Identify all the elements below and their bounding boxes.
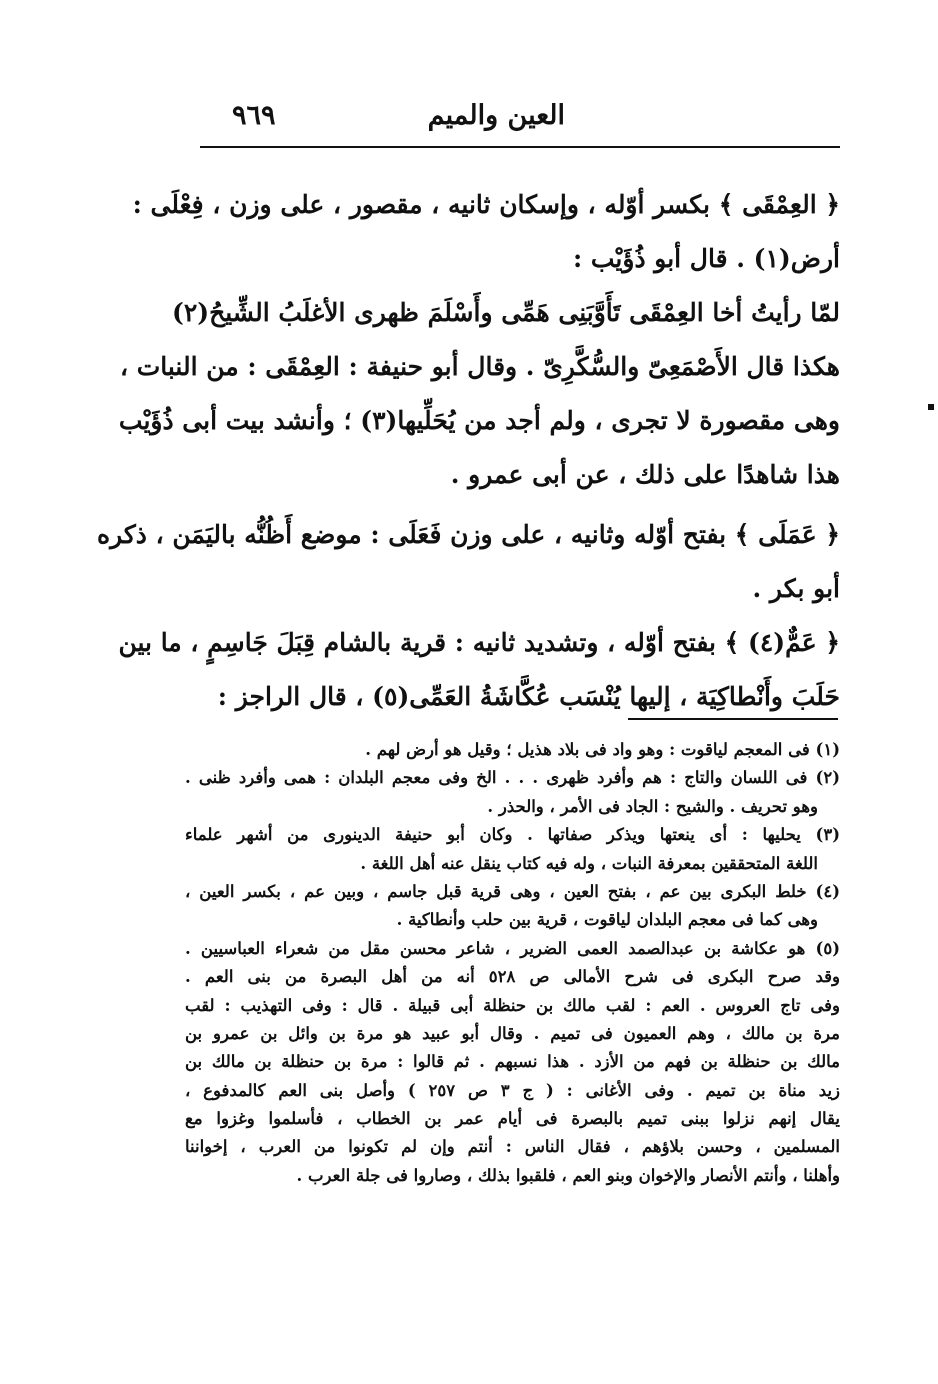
footnote-rule <box>628 718 838 720</box>
entry-line: وهى مقصورة لا تجرى ، ولم أجد من يُحَلِّيها(٣) ؛ وأنشد بيت أبى ذُؤَيْب <box>118 406 840 435</box>
page-header <box>200 96 840 140</box>
footnote-line: (٤) خلط البكرى بين عم ، بفتح العين ، وهى قرية قبل جاسم ، وبين عم ، بكسر العين ، <box>185 881 840 901</box>
main-text <box>96 178 840 724</box>
scan-speck <box>928 404 934 410</box>
footnote-line: وهو تحريف . والشيح : الجاد فى الأمر ، والحذر . <box>487 796 818 816</box>
entry-line: حَلَبَ وأَنْطاكِيَة ، إليها يُنْسَب عُكَّاشَةُ العَمِّى(٥) ، قال الراجز : <box>217 682 840 711</box>
footnote-line: وأهلنا ، وأنتم الأنصار والإخوان وبنو العم ، فلقبوا بذلك ، وصاروا فى جلة العرب . <box>296 1165 840 1185</box>
entry-line: ﴿ عَمَلَى ﴾ بفتح أوّله وثانيه ، على وزن فَعَلَى : موضع أَظُنُّه باليَمَن ، ذكره <box>96 520 840 549</box>
entry-line: هذا شاهدًا على ذلك ، عن أبى عمرو . <box>450 460 840 489</box>
footnote-line: يقال إنهم نزلوا ببنى تميم بالبصرة فى أيام عمر بن الخطاب ، فأسلموا وغزوا مع <box>185 1109 840 1129</box>
entry-line: أبو بكر . <box>752 574 840 603</box>
footnote-line: (٣) يحليها : أى ينعتها ويذكر صفاتها . وكان أبو حنيفة الدينورى من أشهر علماء <box>185 825 840 845</box>
running-title: العين والميم <box>427 100 565 131</box>
footnote-line: مالك بن حنظلة بن فهم من الأزد . هذا نسبهم . ثم قالوا : مرة بن حنظلة بن مالك بن <box>185 1052 840 1072</box>
entry-line: هكذا قال الأَصْمَعِىّ والسُّكَّرِىّ . وقال أبو حنيفة : العِمْقَى : من النبات ، <box>119 352 840 381</box>
entry-line: ﴿ العِمْقَى ﴾ بكسر أوّله ، وإسكان ثانيه ، مقصور ، على وزن ، فِعْلَى : <box>132 190 840 219</box>
footnote-line: (٥) هو عكاشة بن عبدالصمد العمى الضرير ، شاعر محسن مقل من شعراء العباسيين . <box>185 938 840 958</box>
verse-line: لمّا رأيتُ أخا العِمْقَى تَأَوَّبَنِى هَمِّى وأَسْلَمَ ظهرى الأغلَبُ الشِّيحُ(٢) <box>171 298 840 327</box>
footnote-line: زيد مناة بن تميم . وفى الأغانى : ( ج ٣ ص ٢٥٧ ) وأصل بنى العم كالمدفوع ، <box>185 1080 841 1100</box>
footnote-line: وفى تاج العروس . العم : لقب مالك بن حنظلة أبى قبيلة . قال : وفى التهذيب : لقب <box>185 995 840 1015</box>
footnotes <box>185 736 840 1190</box>
entry-line: ﴿ عَمٌّ(٤) ﴾ بفتح أوّله ، وتشديد ثانيه : قرية بالشام قِبَلَ جَاسِمٍ ، ما بين <box>118 628 840 657</box>
page-number: ٩٦٩ <box>232 100 276 131</box>
footnote-line: (١) فى المعجم لياقوت : وهو واد فى بلاد هذيل ؛ وقيل هو أرض لهم . <box>365 740 840 759</box>
footnote-line: (٢) فى اللسان والتاج : هم وأفرد ظهرى . . . الخ وفى معجم البلدان : همى وأفرد ظنى . <box>185 768 840 788</box>
footnote-line: وهى كما فى معجم البلدان لياقوت ، قرية بين حلب وأنطاكية . <box>396 910 818 930</box>
header-rule <box>200 146 840 148</box>
entry-line: أرض(١) . قال أبو ذُؤَيْب : <box>572 244 840 273</box>
footnote-line: مرة بن مالك ، وهم العميون فى تميم . وقال أبو عبيد هو مرة بن وائل بن عمرو بن <box>185 1023 840 1043</box>
footnote-line: اللغة المتحققين بمعرفة النبات ، وله فيه كتاب ينقل عنه أهل اللغة . <box>360 853 818 873</box>
footnote-line: المسلمين ، وحسن بلاؤهم ، فقال الناس : أنتم وإن لم تكونوا من العرب ، إخواننا <box>185 1137 840 1157</box>
footnote-line: وقد صرح البكرى فى شرح الأمالى ص ٥٢٨ أنه من أهل البصرة من بنى العم . <box>185 967 841 987</box>
